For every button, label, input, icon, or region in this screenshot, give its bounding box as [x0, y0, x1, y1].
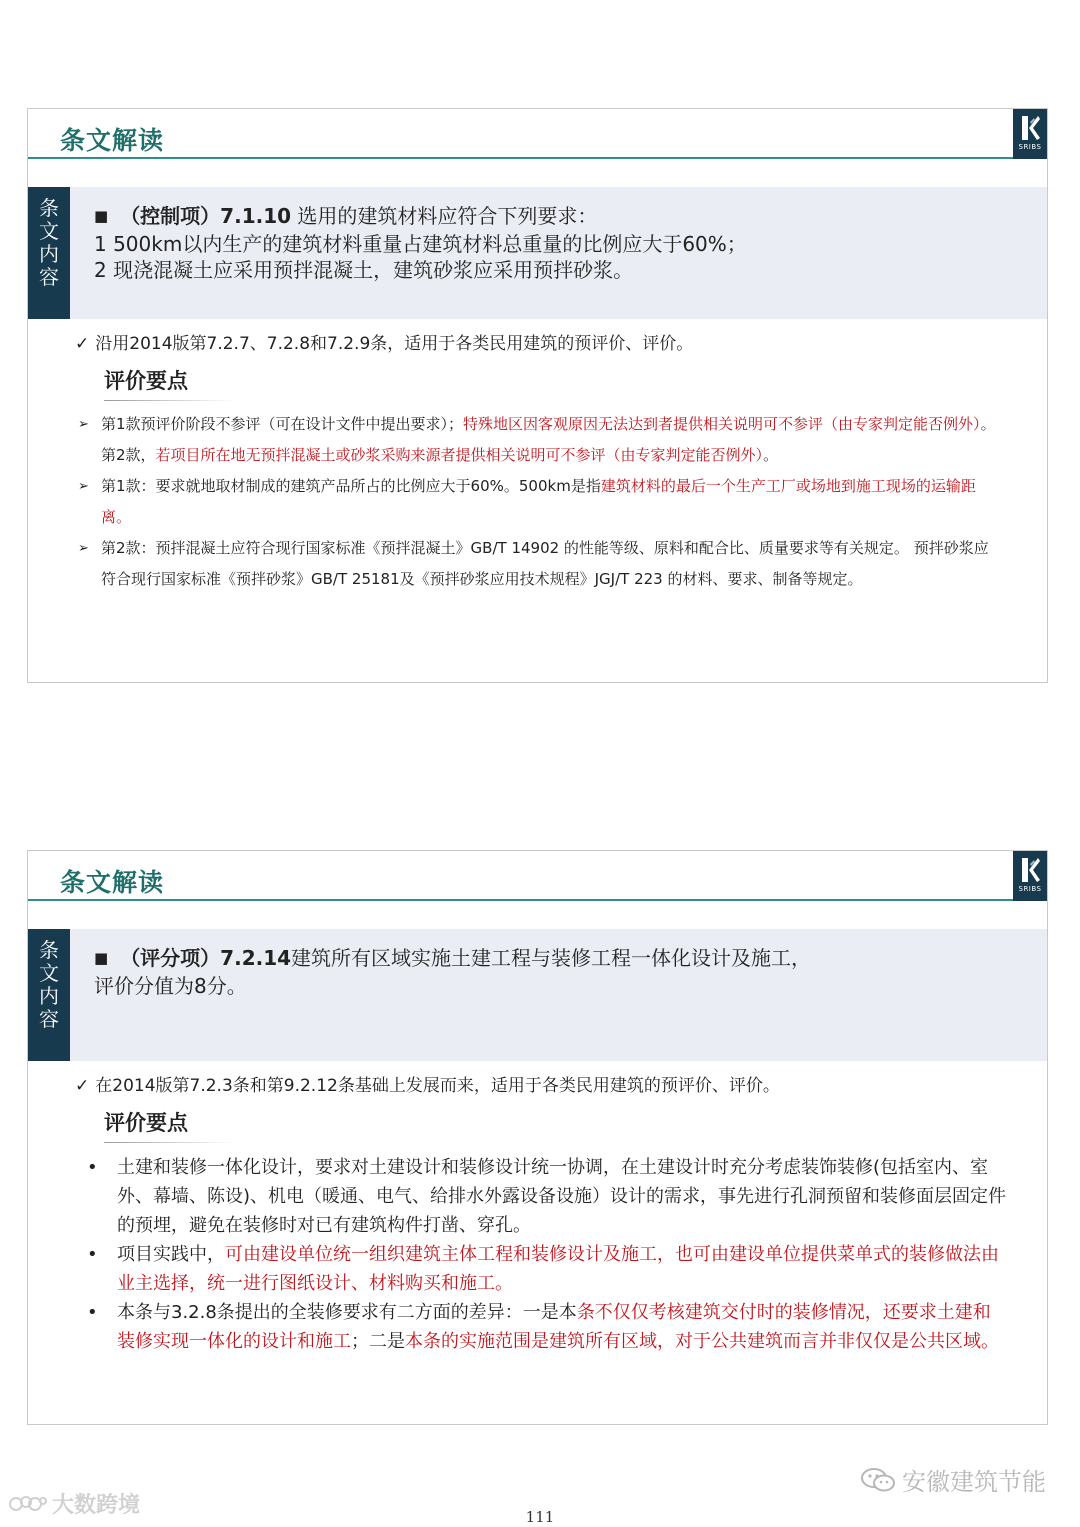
wechat-brand [860, 1462, 1046, 1497]
evaluation-body [28, 1061, 1047, 1370]
evaluation-point [75, 471, 1003, 533]
evaluation-subheading: 评价要点 [104, 1107, 234, 1143]
point-text: 。 [763, 446, 779, 464]
point-highlight: 建筑材料的最后一个生产工厂或场地到施工现场的运输距离。 [101, 477, 976, 526]
slide-title: 条文解读 [60, 868, 165, 897]
side-label-char: 内 [39, 242, 59, 266]
sribs-logo-icon [1019, 856, 1041, 884]
sribs-logo-icon [1019, 114, 1041, 142]
evaluation-point [75, 409, 1003, 471]
point-text: 项目实践中， [117, 1244, 225, 1265]
point-text: 。第2款， [101, 415, 996, 464]
clause-heading [94, 203, 1027, 231]
clause-text [94, 203, 1027, 283]
clause-id: （控制项）7.1.10 [120, 204, 292, 228]
side-label-char: 文 [39, 961, 59, 985]
brand-name: 安徽建筑节能 [902, 1468, 1046, 1496]
slide-1 [27, 108, 1048, 683]
point-highlight: 特殊地区因客观原因无法达到者提供相关说明可不参评（由专家判定能否例外） [463, 415, 981, 433]
arrow-bullet-icon: ➢ [78, 417, 89, 432]
clause-heading [94, 945, 817, 999]
clause-desc: 选用的建筑材料应符合下列要求： [291, 204, 598, 228]
side-label-char: 条 [39, 196, 59, 220]
point-text: 土建和装修一体化设计，要求对土建设计和装修设计统一协调，在土建设计时充分考虑装饰装修(包括室内、室外、幕墙、陈设)、机电（暖通、电气、给排水外露设备设施）设计的需求，事先进行孔洞预留和装修面层固定件的预埋，避免在装修时对已有建筑构件打凿、穿孔。 [117, 1157, 1007, 1236]
sribs-logo [1013, 109, 1047, 159]
dot-bullet-icon: • [87, 1302, 98, 1323]
side-label-char: 容 [39, 265, 59, 289]
evaluation-body [28, 319, 1047, 609]
clause-desc: 建筑所有区域实施土建工程与装修工程一体化设计及施工，评价分值为8分。 [94, 946, 812, 998]
origin-note-text: 沿用2014版第7.2.7、7.2.8和7.2.9条，适用于各类民用建筑的预评价、评价。 [95, 334, 694, 354]
side-label-char: 容 [39, 1007, 59, 1031]
check-icon: ✓ [75, 334, 90, 354]
clause-item: 1 500km以内生产的建筑材料重量占建筑材料总重量的比例应大于60%； [94, 232, 747, 256]
slide-header [28, 851, 1047, 929]
origin-note [75, 1071, 1007, 1101]
side-label-char: 文 [39, 219, 59, 243]
side-label-char: 条 [39, 938, 59, 962]
wechat-icon [860, 1466, 896, 1494]
evaluation-subheading: 评价要点 [104, 365, 234, 401]
point-text: ；二是 [351, 1331, 405, 1352]
point-highlight: 可由建设单位统一组织建筑主体工程和装修设计及施工，也可由建设单位提供菜单式的装修做法由业主选择，统一进行图纸设计、材料购买和施工。 [117, 1244, 999, 1294]
arrow-bullet-icon: ➢ [78, 479, 89, 494]
square-bullet-icon: ■ [94, 207, 109, 225]
page-number: 111 [525, 1508, 555, 1526]
side-label-char: 内 [39, 984, 59, 1008]
logo-text: SRIBS [1018, 143, 1042, 151]
origin-note-text: 在2014版第7.2.3条和第9.2.12条基础上发展而来，适用于各类民用建筑的预评价、评价。 [95, 1076, 780, 1096]
clause-id: （评分项）7.2.14 [120, 946, 292, 970]
slide-title: 条文解读 [60, 126, 165, 155]
point-highlight: 本条的实施范围是建筑所有区域，对于公共建筑而言并非仅仅是公共区域。 [405, 1331, 999, 1352]
clause-side-label [28, 929, 70, 1061]
evaluation-point [75, 1240, 1007, 1298]
header-rule [28, 899, 1047, 901]
square-bullet-icon: ■ [94, 949, 109, 967]
origin-note [75, 329, 1007, 359]
clause-content-box [28, 929, 1047, 1061]
clause-text [94, 945, 817, 999]
point-text: 本条与3.2.8条提出的全装修要求有二方面的差异：一是本 [117, 1302, 577, 1323]
evaluation-point [75, 1298, 1007, 1356]
header-rule [28, 157, 1047, 159]
arrow-bullet-icon: ➢ [78, 541, 89, 556]
evaluation-point [75, 1153, 1007, 1240]
point-text: 第1款：要求就地取材制成的建筑产品所占的比例应大于60%。500km是指 [101, 477, 601, 495]
watermark-text: 大数跨境 [52, 1493, 141, 1518]
point-text: 第2款：预拌混凝土应符合现行国家标准《预拌混凝土》GB/T 14902 的性能等级、原料和配合比、质量要求等有关规定。 预拌砂浆应符合现行国家标准《预拌砂浆》GB/T 25181及《预拌砂浆应用技术规程》JGJ/T 223 的材料、要求、制备等规定。 [101, 539, 989, 588]
clause-content-box [28, 187, 1047, 319]
clause-item: 2 现浇混凝土应采用预拌混凝土，建筑砂浆应采用预拌砂浆。 [94, 258, 634, 282]
slide-2 [27, 850, 1048, 1425]
point-text: 第1款预评价阶段不参评（可在设计文件中提出要求）； [101, 415, 464, 433]
point-highlight: 条不仅仅考核建筑交付时的装修情况，还要求土建和装修实现一体化的设计和施工 [117, 1302, 991, 1352]
dot-bullet-icon: • [87, 1244, 98, 1265]
logo-text: SRIBS [1018, 885, 1042, 893]
dot-bullet-icon: • [87, 1157, 98, 1178]
slide-header [28, 109, 1047, 187]
clause-side-label [28, 187, 70, 319]
point-highlight: 若项目所在地无预拌混凝土或砂浆采购来源者提供相关说明可不参评（由专家判定能否例外） [155, 446, 764, 464]
sribs-logo [1013, 851, 1047, 901]
check-icon: ✓ [75, 1076, 90, 1096]
evaluation-point [75, 533, 1003, 595]
